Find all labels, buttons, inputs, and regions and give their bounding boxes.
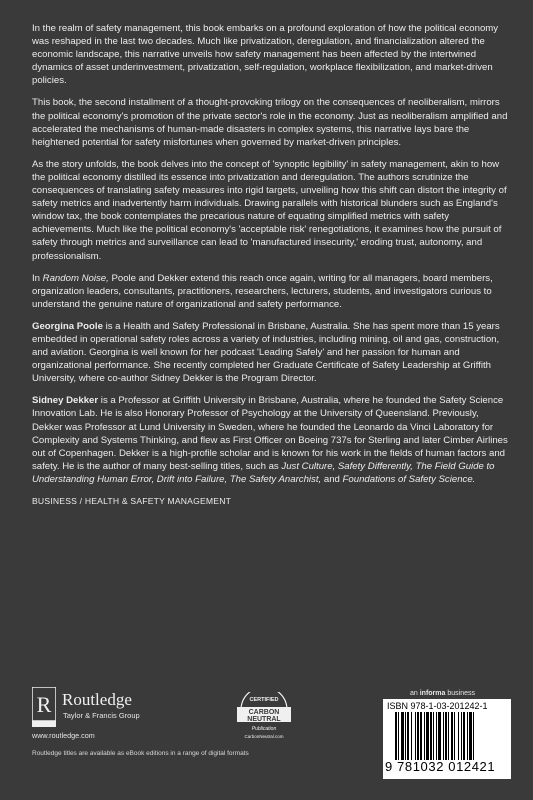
barcode-stripe bbox=[398, 712, 399, 760]
isbn-number: ISBN 978-1-03-201242-1 bbox=[387, 701, 488, 711]
barcode-stripe bbox=[395, 712, 397, 760]
barcode-stripe bbox=[407, 712, 409, 760]
routledge-logo bbox=[32, 687, 182, 740]
author-bio-dekker bbox=[32, 394, 510, 486]
seal-url: CarbonNeutral.com bbox=[244, 734, 284, 739]
barcode-bars bbox=[395, 712, 503, 760]
barcode-stripe bbox=[458, 712, 459, 760]
dekker-and: and bbox=[321, 473, 343, 485]
barcode-stripe bbox=[424, 712, 425, 760]
seal-line2: NEUTRAL bbox=[247, 716, 281, 723]
blurb-paragraph-3: As the story unfolds, the book delves into the concept of 'synoptic legibility' in safety management, akin to how the political economy distilled its essence into privatization and deregulation. The authors scrutinize the consequences of translating safety measures into rigid targets, unveiling how this shift can distort the integrity of safety metrics and inadvertently harm individuals. Drawing parallels with historical blunders such as England's window tax, the book contemplates the precarious nature of equating simplified metrics with safety achievements. Much like the political economy's 'acceptable risk' renegotiations, it examines how the pursuit of safety through metrics and surveillance can lead to 'manufactured insecurity,' eroding trust, autonomy, and professionalism. bbox=[32, 158, 507, 262]
subject-category: BUSINESS / HEALTH & SAFETY MANAGEMENT bbox=[32, 496, 232, 506]
barcode-stripe bbox=[443, 712, 444, 760]
barcode-stripe bbox=[463, 712, 465, 760]
barcode-stripe bbox=[473, 712, 474, 760]
p4-post: Poole and Dekker extend this reach once again, writing for all managers, board members, organization leaders, consultants, practitioners, researchers, lecturers, students, and investigators curious to understand the genuine nature of organizational and safety performance. bbox=[32, 272, 493, 310]
publisher-group: Taylor & Francis Group bbox=[63, 711, 140, 720]
publisher-name: Routledge bbox=[62, 690, 132, 709]
informa-prefix: an bbox=[410, 690, 420, 697]
bio-text-dekker: is a Professor at Griffith University in Brisbane, Australia, where he founded the Safety Science Innovation Lab. He is also Honorary Professor of Psychology at the University of Queensland. Previously, Dekker was Professor at Lund University in Sweden, where he founded the Leonardo da Vinci Laboratory for Complexity and Systems Thinking, and flew as First Officer on Boeing 737s for Sterling and later Cimber Airlines out of Copenhagen. Dekker is a high-profile scholar and is known for his work in the fields of human factors and safety. He is the author of many best-selling titles, such as bbox=[32, 395, 508, 472]
barcode-stripe bbox=[448, 712, 449, 760]
barcode-stripe bbox=[415, 712, 416, 760]
publisher-url: www.routledge.com bbox=[32, 731, 95, 740]
barcode-stripe bbox=[445, 712, 447, 760]
informa-brand: informa bbox=[419, 690, 446, 697]
blurb-paragraph-4 bbox=[32, 272, 510, 311]
informa-tagline bbox=[410, 690, 475, 697]
seal-top: CERTIFIED bbox=[249, 697, 279, 703]
barcode-stripe bbox=[426, 712, 429, 760]
ebook-availability-note: Routledge titles are available as eBook editions in a range of digital formats bbox=[32, 750, 249, 757]
book-title: Random Noise, bbox=[42, 272, 109, 284]
barcode-stripe bbox=[401, 712, 404, 760]
author-name-dekker: Sidney Dekker bbox=[32, 395, 99, 407]
barcode-stripe bbox=[433, 712, 434, 760]
barcode-stripe bbox=[417, 712, 419, 760]
barcode-stripe bbox=[438, 712, 441, 760]
seal-line1: CARBON bbox=[248, 709, 280, 716]
bio-text-poole: is a Health and Safety Professional in Brisbane, Australia. She has spent more than 15 years embedded in operational safety roles across a variety of industries, including mining, oil and gas, construction, and aviation. Georgina is well known for her podcast 'Leading Safely' and her passion for human and organizational performance. She recently completed her Graduate Certificate of Safety Leadership at Griffith University, where co-author Sidney Dekker is the Program Director. bbox=[32, 320, 500, 385]
dekker-titles: Just Culture, Safety Differently, The Field Guide to Understanding Human Error, Drift into Failure, The Safety Anarchist, bbox=[32, 460, 495, 485]
seal-line3: Publication bbox=[251, 726, 277, 732]
barcode-stripe bbox=[454, 712, 455, 760]
carbon-neutral-badge-icon bbox=[233, 692, 295, 742]
barcode-stripe bbox=[420, 712, 422, 760]
barcode-stripe bbox=[461, 712, 462, 760]
isbn-barcode bbox=[383, 699, 511, 779]
author-bio-poole bbox=[32, 320, 510, 385]
barcode-stripe bbox=[405, 712, 406, 760]
svg-text:R: R bbox=[36, 692, 52, 717]
barcode-stripe bbox=[469, 712, 472, 760]
barcode-digits: 9 781032 012421 bbox=[385, 759, 496, 774]
author-name-poole: Georgina Poole bbox=[32, 320, 103, 332]
barcode-stripe bbox=[451, 712, 453, 760]
dekker-last-title: Foundations of Safety Science. bbox=[342, 473, 476, 485]
informa-suffix: business bbox=[445, 690, 475, 697]
routledge-r-mark-icon bbox=[32, 687, 56, 731]
barcode-stripe bbox=[436, 712, 437, 760]
blurb-paragraph-2: This book, the second installment of a thought-provoking trilogy on the consequences of neoliberalism, mirrors the political economy's promotion of the private sector's role in the economy. Just as neoliberalism amplified and accelerated the mechanisms of human-made disasters in complex systems, this narrative lays bare the heightened potential for safety misfortunes when governed by market-driven principles. bbox=[32, 97, 508, 148]
p4-pre: In bbox=[32, 272, 43, 284]
barcode-stripe bbox=[411, 712, 412, 760]
barcode-stripe bbox=[467, 712, 468, 760]
back-cover-text bbox=[32, 22, 510, 508]
blurb-paragraph-1: In the realm of safety management, this book embarks on a profound exploration of how the political economy was reshaped in the last two decades. Much like privatization, deregulation, and financialization altered the economic landscape, this narrative unveils how safety management has been affected by the intertwined dynamics of asset underinvestment, privatization, self-regulation, workplace flexibilization, and market-driven policies. bbox=[32, 23, 499, 87]
barcode-stripe bbox=[430, 712, 432, 760]
carbon-neutral-seal bbox=[233, 692, 295, 742]
